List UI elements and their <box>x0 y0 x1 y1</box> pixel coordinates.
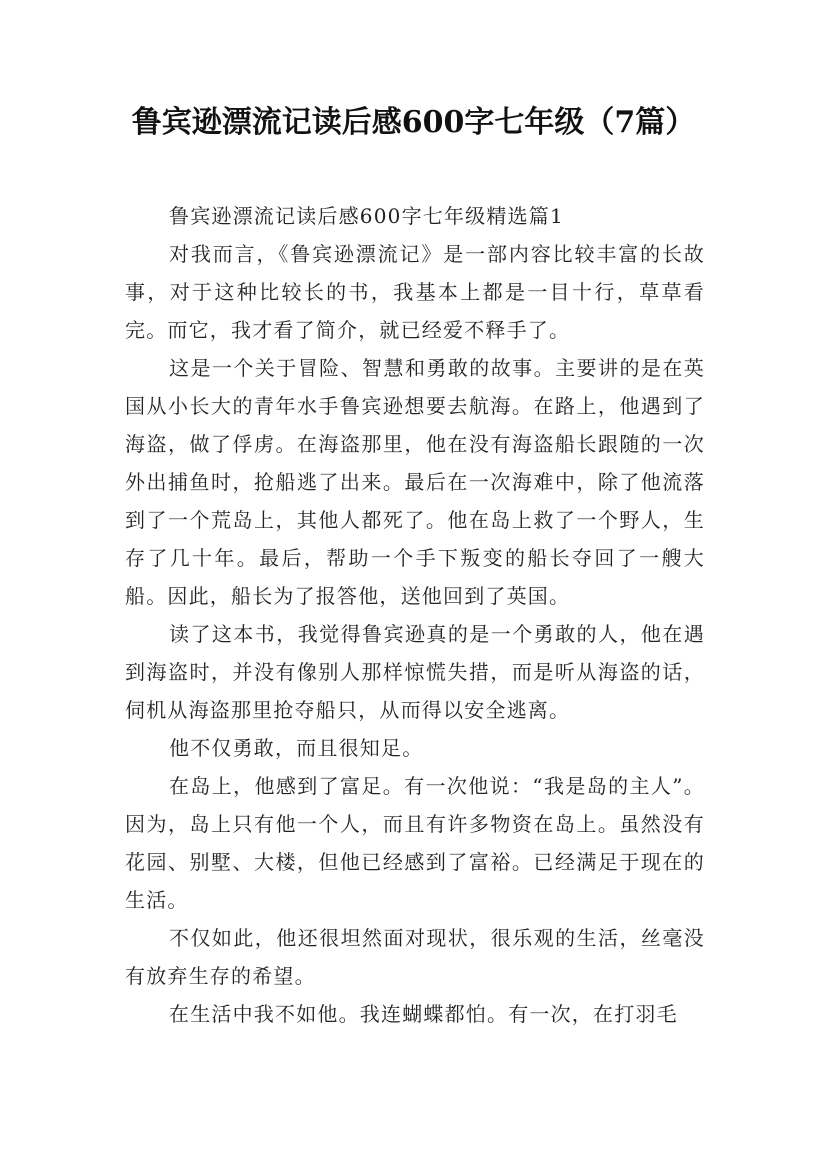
paragraph: 在岛上，他感到了富足。有一次他说：“我是岛的主人”。因为，岛上只有他一个人，而且有许多物资在岛上。虽然没有花园、别墅、大楼，但他已经感到了富裕。已经满足于现在的生活。 <box>125 774 705 912</box>
paragraph: 在生活中我不如他。我连蝴蝶都怕。有一次，在打羽毛 <box>169 1002 678 1026</box>
paragraph: 对我而言，《鲁宾逊漂流记》是一部内容比较丰富的长故事，对于这种比较长的书，我基本上都是一目十行，草草看完。而它，我才看了简介，就已经爱不释手了。 <box>125 242 705 342</box>
section-heading: 鲁宾逊漂流记读后感600字七年级精选篇1 <box>169 204 564 228</box>
document-body <box>125 197 705 1033</box>
paragraph: 不仅如此，他还很坦然面对现状，很乐观的生活，丝毫没有放弃生存的希望。 <box>125 926 705 988</box>
paragraph: 他不仅勇敢，而且很知足。 <box>169 736 424 760</box>
document-title: 鲁宾逊漂流记读后感600字七年级（7篇） <box>131 105 696 140</box>
paragraph: 读了这本书，我觉得鲁宾逊真的是一个勇敢的人，他在遇到海盗时，并没有像别人那样惊慌失措，而是听从海盗的话，伺机从海盗那里抢夺船只，从而得以安全逃离。 <box>125 622 705 722</box>
paragraph: 这是一个关于冒险、智慧和勇敢的故事。主要讲的是在英国从小长大的青年水手鲁宾逊想要去航海。在路上，他遇到了海盗，做了俘虏。在海盗那里，他在没有海盗船长跟随的一次外出捕鱼时，抢船逃了出来。最后在一次海难中，除了他流落到了一个荒岛上，其他人都死了。他在岛上救了一个野人，生存了几十年。最后，帮助一个手下叛变的船长夺回了一艘大船。因此，船长为了报答他，送他回到了英国。 <box>125 356 705 608</box>
